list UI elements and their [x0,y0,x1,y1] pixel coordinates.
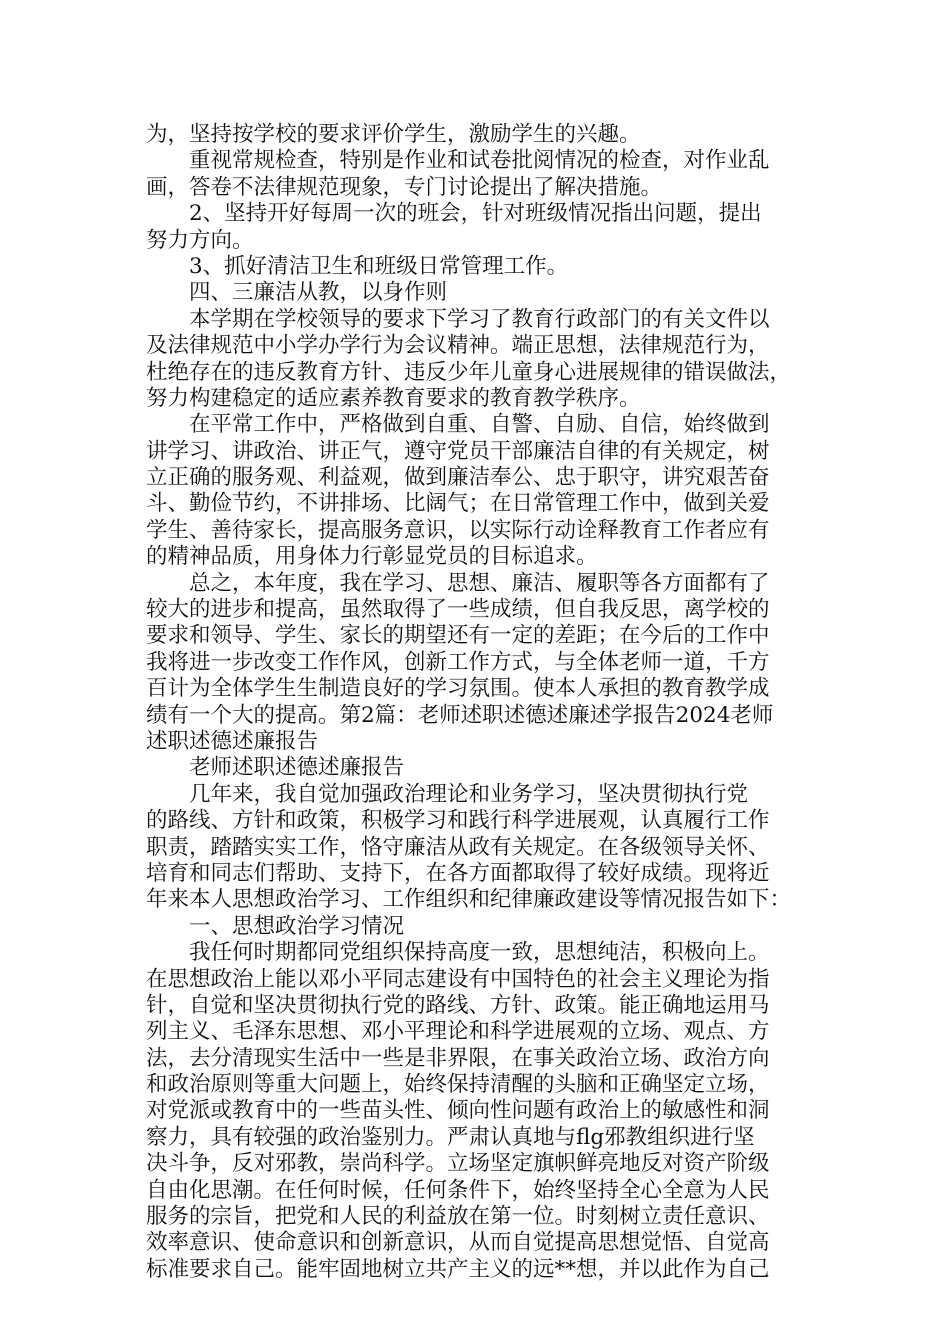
text-line: 较大的进步和提高，虽然取得了一些成绩，但自我反思，离学校的 [146,597,770,623]
text-line: 画，答卷不法律规范现象，专门讨论提出了解决措施。 [146,174,663,200]
text-line: 对党派或教育中的一些苗头性、倾向性问题有政治上的敏感性和洞 [146,1098,770,1124]
text-line: 百计为全体学生生制造良好的学习氛围。使本人承担的教育教学成 [146,676,770,702]
text-line: 职责，踏踏实实工作，恪守廉洁从政有关规定。在各级领导关怀、 [146,834,770,860]
text-line: 四、三廉洁从教，以身作则 [146,280,448,306]
text-line: 要求和领导、学生、家长的期望还有一定的差距；在今后的工作中 [146,623,770,649]
text-line: 一、思想政治学习情况 [146,913,405,939]
text-line: 几年来，我自觉加强政治理论和业务学习，坚决贯彻执行党 [146,781,749,807]
text-line: 本学期在学校领导的要求下学习了教育行政部门的有关文件以 [146,306,770,332]
text-line: 立正确的服务观、利益观，做到廉洁奉公、忠于职守，讲究艰苦奋 [146,465,770,491]
text-line: 效率意识、使命意识和创新意识，从而自觉提高思想觉悟、自觉高 [146,1230,770,1256]
text-line: 2、坚持开好每周一次的班会，针对班级情况指出问题，提出 [146,201,762,227]
text-line: 的路线、方针和政策，积极学习和践行科学进展观，认真履行工作 [146,808,770,834]
text-line: 及法律规范中小学办学行为会议精神。端正思想，法律规范行为， [146,333,770,359]
text-line: 和政治原则等重大问题上，始终保持清醒的头脑和正确坚定立场， [146,1072,770,1098]
text-line: 察力，具有较强的政治鉴别力。严肃认真地与flg邪教组织进行坚 [146,1124,755,1150]
text-line: 总之，本年度，我在学习、思想、廉洁、履职等各方面都有了 [146,570,770,596]
text-line: 决斗争，反对邪教，崇尚科学。立场坚定旗帜鲜亮地反对资产阶级 [146,1151,770,1177]
text-line: 标准要求自己。能牢固地树立共产主义的远**想，并以此作为自己 [146,1256,770,1282]
text-line: 重视常规检查，特别是作业和试卷批阅情况的检查，对作业乱 [146,148,770,174]
text-line: 我任何时期都同党组织保持高度一致，思想纯洁，积极向上。 [146,940,770,966]
text-line: 努力构建稳定的适应素养教育要求的教育教学秩序。 [146,385,641,411]
text-line: 斗、勤俭节约，不讲排场、比阔气；在日常管理工作中，做到关爱 [146,491,770,517]
text-line: 绩有一个大的提高。第2篇：老师述职述德述廉述学报告2024老师 [146,702,774,728]
text-line: 法，去分清现实生活中一些是非界限，在事关政治立场、政治方向 [146,1045,770,1071]
text-line: 年来本人思想政治学习、工作组织和纪律廉政建设等情况报告如下： [146,887,792,913]
text-line: 培育和同志们帮助、支持下，在各方面都取得了较好成绩。现将近 [146,860,770,886]
text-line: 服务的宗旨，把党和人民的利益放在第一位。时刻树立责任意识、 [146,1204,770,1230]
text-line: 在思想政治上能以邓小平同志建设有中国特色的社会主义理论为指 [146,966,770,992]
text-line: 针，自觉和坚决贯彻执行党的路线、方针、政策。能正确地运用马 [146,992,770,1018]
text-line: 为，坚持按学校的要求评价学生，激励学生的兴趣。 [146,122,641,147]
text-line: 的精神品质，用身体力行彰显党员的目标追求。 [146,544,598,570]
text-line: 述职述德述廉报告 [146,728,319,754]
text-line: 讲学习、讲政治、讲正气，遵守党员干部廉洁自律的有关规定，树 [146,438,770,464]
text-line: 3、抓好清洁卫生和班级日常管理工作。 [146,253,569,279]
document-body [146,122,816,1283]
text-line: 列主义、毛泽东思想、邓小平理论和科学进展观的立场、观点、方 [146,1019,770,1045]
text-line: 我将进一步改变工作作风，创新工作方式，与全体老师一道，千方 [146,649,770,675]
text-line: 杜绝存在的违反教育方针、违反少年儿童身心进展规律的错误做法， [146,359,792,385]
text-line: 学生、善待家长，提高服务意识，以实际行动诠释教育工作者应有 [146,517,770,543]
text-line: 老师述职述德述廉报告 [146,755,405,781]
text-line: 努力方向。 [146,227,254,253]
text-line: 自由化思潮。在任何时候，任何条件下，始终坚持全心全意为人民 [146,1177,770,1203]
text-line: 在平常工作中，严格做到自重、自警、自励、自信，始终做到 [146,412,770,438]
